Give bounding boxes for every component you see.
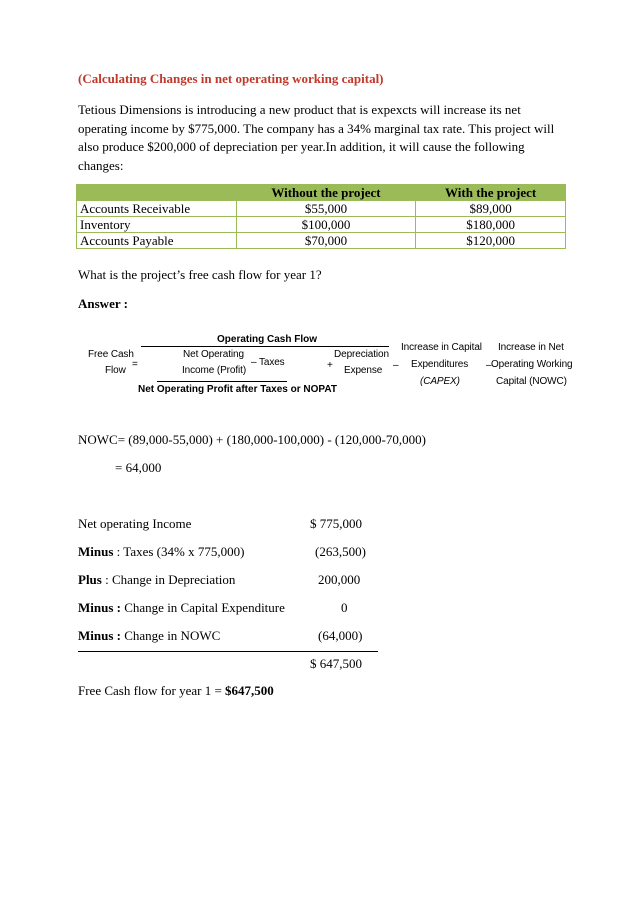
paragraph-line: changes: xyxy=(78,157,124,173)
total-value: $ 647,500 xyxy=(310,656,362,671)
paragraph-line: also produce $200,000 of depreciation per year.In addition, it will cause the following xyxy=(78,139,525,154)
formula-expenditures: Expenditures xyxy=(411,359,469,370)
step-value: 200,000 xyxy=(318,572,361,587)
step-value: (263,500) xyxy=(315,544,366,559)
answer-label: Answer : xyxy=(78,296,128,311)
formula-free-cash: Free Cash xyxy=(88,349,134,360)
step-label: Net operating Income xyxy=(78,516,192,531)
table-header-row xyxy=(77,185,566,201)
section-title: (Calculating Changes in net operating working capital) xyxy=(78,71,384,86)
formula-capex: (CAPEX) xyxy=(420,376,460,387)
table-cell: $55,000 xyxy=(236,201,416,217)
total-divider xyxy=(78,651,378,652)
formula-increase-capital: Increase in Capital xyxy=(401,342,482,353)
formula-operating-working: Operating Working xyxy=(491,359,573,370)
table-row xyxy=(77,217,566,233)
table-cell: Inventory xyxy=(77,217,237,233)
table-cell: $89,000 xyxy=(416,201,566,217)
nowc-equation: NOWC= (89,000-55,000) + (180,000-100,000) - (120,000-70,000) xyxy=(78,432,426,447)
table-cell: Accounts Receivable xyxy=(77,201,237,217)
formula-equals: = xyxy=(132,359,138,370)
paragraph-line: Tetious Dimensions is introducing a new product that is expexcts will increase its net xyxy=(78,102,521,117)
step-label: Change in Capital Expenditure xyxy=(120,600,285,615)
step-prefix: Minus : xyxy=(78,628,121,643)
step-prefix: Minus : xyxy=(78,600,121,615)
step-value: $ 775,000 xyxy=(310,516,362,531)
table-cell: $70,000 xyxy=(236,233,416,249)
formula-flow: Flow xyxy=(105,365,126,376)
step-row xyxy=(78,544,244,560)
formula-bottom-brace xyxy=(157,381,287,382)
step-label: Change in NOWC xyxy=(120,628,221,643)
table-cell: $180,000 xyxy=(416,217,566,233)
formula-depreciation: Depreciation xyxy=(334,349,389,360)
table-header-cell: Without the project xyxy=(236,185,416,201)
problem-paragraph xyxy=(78,101,555,175)
step-prefix: Minus xyxy=(78,544,114,559)
table-row xyxy=(77,201,566,217)
formula-net-operating: Net Operating xyxy=(183,349,244,360)
step-label: : Taxes (34% x 775,000) xyxy=(113,544,245,559)
formula-minus-taxes: – Taxes xyxy=(251,357,285,368)
formula-minus-2: – xyxy=(486,360,492,371)
step-row xyxy=(78,628,220,644)
table-cell: $120,000 xyxy=(416,233,566,249)
step-prefix: Plus xyxy=(78,572,102,587)
step-value: (64,000) xyxy=(318,628,363,643)
formula-income-profit: Income (Profit) xyxy=(182,365,247,376)
fcf-result xyxy=(78,683,274,699)
step-row xyxy=(78,516,191,532)
table-cell: $100,000 xyxy=(236,217,416,233)
step-label: : Change in Depreciation xyxy=(101,572,236,587)
formula-minus-1: – xyxy=(393,360,399,371)
fcf-label: Free Cash flow for year 1 = xyxy=(78,683,226,698)
question-text: What is the project’s free cash flow for year 1? xyxy=(78,267,322,282)
table-header-cell xyxy=(77,185,237,201)
formula-expense: Expense xyxy=(344,365,383,376)
formula-increase-net: Increase in Net xyxy=(498,342,564,353)
formula-plus: + xyxy=(327,360,333,371)
step-row xyxy=(78,572,235,588)
step-value: 0 xyxy=(341,600,348,615)
table-cell: Accounts Payable xyxy=(77,233,237,249)
paragraph-line: operating income by $775,000. The company has a 34% marginal tax rate. This project will xyxy=(78,120,555,136)
balance-table xyxy=(76,184,566,249)
formula-top-brace xyxy=(141,346,389,347)
formula-nopat: Net Operating Profit after Taxes or NOPAT xyxy=(138,384,337,395)
table-row xyxy=(77,233,566,249)
step-row xyxy=(78,600,285,616)
formula-operating-cash-flow: Operating Cash Flow xyxy=(217,334,318,345)
formula-capital-nowc: Capital (NOWC) xyxy=(496,376,567,387)
table-header-cell: With the project xyxy=(416,185,566,201)
fcf-value: $647,500 xyxy=(225,683,274,698)
nowc-result: = 64,000 xyxy=(115,460,162,475)
